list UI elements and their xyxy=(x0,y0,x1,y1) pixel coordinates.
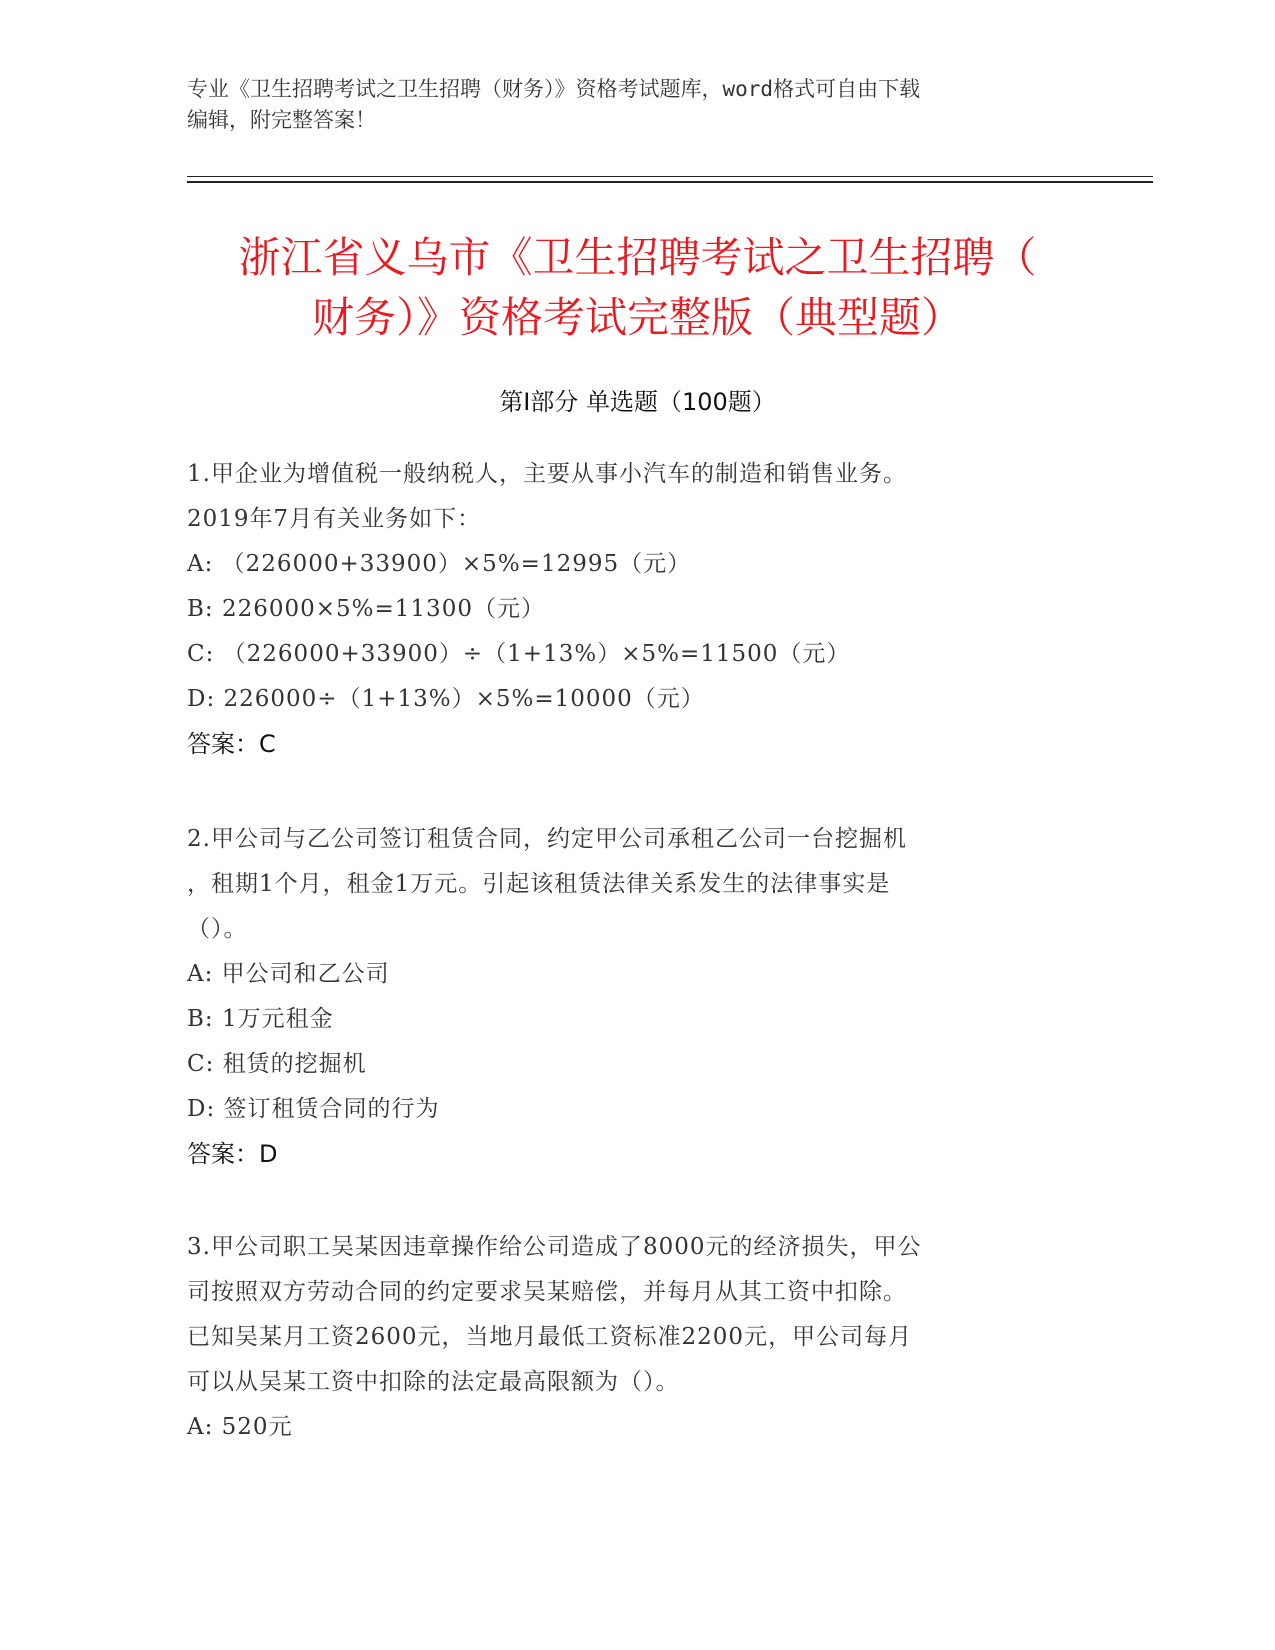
question-1-text-line-1: 1.甲企业为增值税一般纳税人，主要从事小汽车的制造和销售业务。 xyxy=(187,461,907,487)
question-3 xyxy=(187,1225,1067,1450)
question-2-answer: 答案：D xyxy=(187,1140,278,1168)
document-title-line-1: 浙江省义乌市《卫生招聘考试之卫生招聘（ xyxy=(238,233,1037,282)
question-1-option-d: D: 226000÷（1+13%）×5%=10000（元） xyxy=(187,686,705,712)
document-title xyxy=(150,228,1125,348)
question-2-option-c: C: 租赁的挖掘机 xyxy=(187,1051,367,1077)
question-2-text-line-2: ，租期1个月，租金1万元。引起该租赁法律关系发生的法律事实是 xyxy=(187,871,891,897)
question-1-text-line-2: 2019年7月有关业务如下： xyxy=(187,506,482,532)
header-note-line-1: 专业《卫生招聘考试之卫生招聘（财务）》资格考试题库，word格式可自由下载 xyxy=(187,77,921,101)
question-2-text-line-1: 2.甲公司与乙公司签订租赁合同，约定甲公司承租乙公司一台挖掘机 xyxy=(187,826,907,852)
question-3-text-line-2: 司按照双方劳动合同的约定要求吴某赔偿，并每月从其工资中扣除。 xyxy=(187,1279,907,1305)
question-2-option-d: D: 签订租赁合同的行为 xyxy=(187,1096,440,1122)
question-3-option-a: A: 520元 xyxy=(187,1414,293,1440)
question-1-option-c: C: （226000+33900）÷（1+13%）×5%=11500（元） xyxy=(187,641,851,667)
question-2-option-a: A: 甲公司和乙公司 xyxy=(187,961,390,987)
header-divider-thick xyxy=(187,181,1153,183)
question-2-option-b: B: 1万元租金 xyxy=(187,1006,334,1032)
question-1-option-a: A: （226000+33900）×5%=12995（元） xyxy=(187,551,692,577)
question-2-text-line-3: （）。 xyxy=(187,916,248,942)
question-2 xyxy=(187,817,1067,1177)
question-1 xyxy=(187,452,1067,767)
question-3-text-line-3: 已知吴某月工资2600元，当地月最低工资标准2200元，甲公司每月 xyxy=(187,1324,913,1350)
document-title-line-2: 财务）》资格考试完整版（典型题） xyxy=(311,293,963,342)
section-title: 第Ⅰ部分 单选题（100题） xyxy=(499,388,776,416)
question-3-text-line-1: 3.甲公司职工吴某因违章操作给公司造成了8000元的经济损失，甲公 xyxy=(187,1234,922,1260)
question-3-text-line-4: 可以从吴某工资中扣除的法定最高限额为（）。 xyxy=(187,1369,680,1395)
question-1-option-b: B: 226000×5%=11300（元） xyxy=(187,596,545,622)
header-note-line-2: 编辑，附完整答案！ xyxy=(187,108,376,132)
question-1-answer: 答案：C xyxy=(187,730,276,758)
header-note xyxy=(187,74,1067,136)
header-divider-thin xyxy=(187,176,1153,177)
